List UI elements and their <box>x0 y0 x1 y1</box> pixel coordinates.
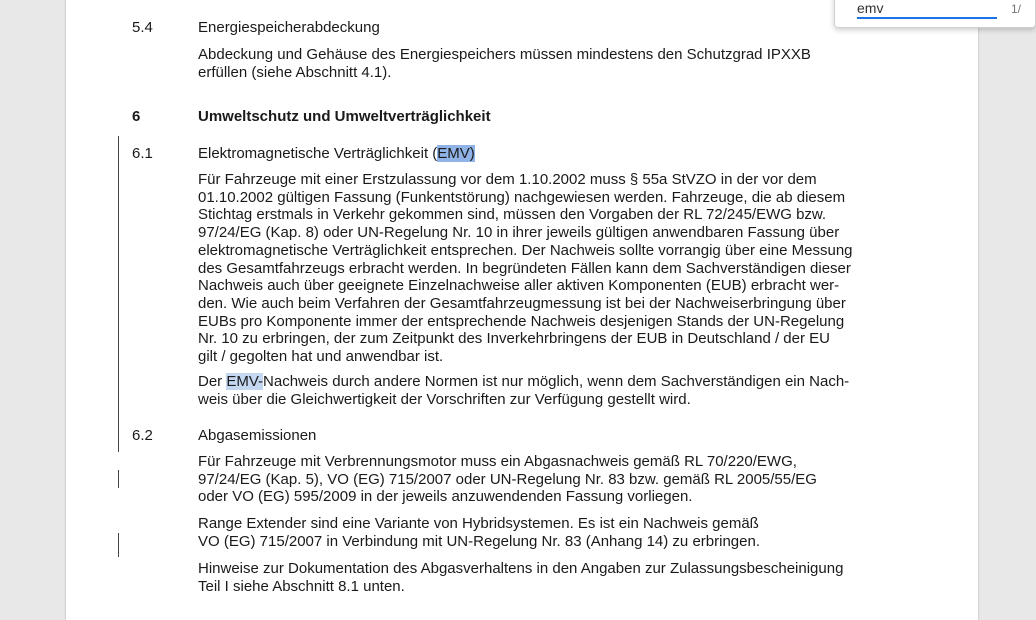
paragraph-6-2-c <box>198 560 898 595</box>
text-line: 01.10.2002 gültigen Fassung (Funkentstörung) nachgewiesen werden. Fahrzeuge, die ab diesem <box>198 188 846 206</box>
section-number-6: 6 <box>132 108 141 125</box>
text-line: 97/24/EG (Kap. 5), VO (EG) 715/2007 oder UN-Regelung Nr. 83 bzw. gemäß RL 2005/55/EG <box>198 470 817 488</box>
text-run: Nachweis durch andere Normen ist nur möglich, wenn dem Sachverständigen ein Nach- <box>263 373 850 390</box>
section-title-5-4: Energiespeicherabdeckung <box>198 19 380 36</box>
section-title-6-2: Abgasemissionen <box>198 427 317 444</box>
section-number-5-4: 5.4 <box>132 19 153 36</box>
paragraph-6-2-b <box>198 515 898 550</box>
title-text: Elektromagnetische Verträglichkeit ( <box>198 145 438 162</box>
section-number-6-2: 6.2 <box>132 427 153 444</box>
text-line <box>198 373 898 391</box>
text-line: Stichtag erstmals in Verkehr gekommen sind, müssen den Vorgaben der RL 72/245/EWG bzw. <box>198 206 827 224</box>
text-line: Range Extender sind eine Variante von Hybridsystemen. Es ist ein Nachweis gemäß <box>198 515 759 532</box>
find-input[interactable] <box>857 0 997 19</box>
text-line: Für Fahrzeuge mit Verbrennungsmotor muss ein Abgasnachweis gemäß RL 70/220/EWG, <box>198 453 797 470</box>
change-bar <box>118 136 119 452</box>
text-line: Hinweise zur Dokumentation des Abgasverhaltens in den Angaben zur Zulassungsbescheinigung <box>198 560 844 577</box>
paragraph-6-1-a <box>198 171 898 366</box>
search-highlight: EMV- <box>226 373 264 390</box>
find-match-count: 1/ <box>1011 2 1022 16</box>
paragraph-6-1-b <box>198 373 898 408</box>
text-line: 97/24/EG (Kap. 8) oder UN-Regelung Nr. 10 in ihrer jeweils gültigen anwendbaren Fassung über <box>198 224 840 242</box>
paragraph-5-4 <box>198 46 898 81</box>
text-line: erfüllen (siehe Abschnitt 4.1). <box>198 63 392 81</box>
text-run: Der <box>198 373 227 390</box>
text-line: elektromagnetische Verträglichkeit entsprechen. Der Nachweis sollte vorrangig über eine Messung <box>198 241 853 259</box>
text-line: Abdeckung und Gehäuse des Energiespeichers müssen mindestens den Schutzgrad IPXXB <box>198 46 811 63</box>
search-highlight-active: EMV) <box>437 145 475 162</box>
section-title-6: Umweltschutz und Umweltverträglichkeit <box>198 108 491 125</box>
text-line: oder VO (EG) 595/2009 in der jeweils anzuwendenden Fassung vorliegen. <box>198 488 693 506</box>
text-line: Teil I siehe Abschnitt 8.1 unten. <box>198 577 405 595</box>
change-bar <box>118 470 119 488</box>
scrollbar[interactable] <box>1014 0 1020 583</box>
text-line: des Gesamtfahrzeugs erbracht werden. In begründeten Fällen kann dem Sachverständigen dieser <box>198 259 851 277</box>
text-line: gilt / gegolten hat und anwendbar ist. <box>198 348 444 366</box>
section-number-6-1: 6.1 <box>132 145 153 162</box>
text-line: Nr. 10 zu erbringen, der zum Zeitpunkt des Inverkehrbringens der EUB in Deutschland / der EU <box>198 330 830 348</box>
text-line: EUBs pro Komponente immer der entsprechende Nachweis desjenigen Stands der UN-Regelung <box>198 312 845 330</box>
text-line: Für Fahrzeuge mit einer Erstzulassung vor dem 1.10.2002 muss § 55a StVZO in der vor dem <box>198 171 817 188</box>
text-line: VO (EG) 715/2007 in Verbindung mit UN-Regelung Nr. 83 (Anhang 14) zu erbringen. <box>198 532 760 550</box>
text-line: den. Wie auch beim Verfahren der Gesamtfahrzeugmessung ist bei der Nachweiserbringung über <box>198 294 846 312</box>
section-title-6-1 <box>198 145 475 163</box>
find-bar <box>834 0 1036 28</box>
change-bar <box>118 533 119 557</box>
text-line: weis über die Gleichwertigkeit der Vorschriften zur Verfügung gestellt wird. <box>198 390 691 408</box>
text-line: Nachweis auch über geeignete Einzelnachweise aller aktiven Komponenten (EUB) erbracht wer- <box>198 277 840 295</box>
paragraph-6-2-a <box>198 453 898 506</box>
